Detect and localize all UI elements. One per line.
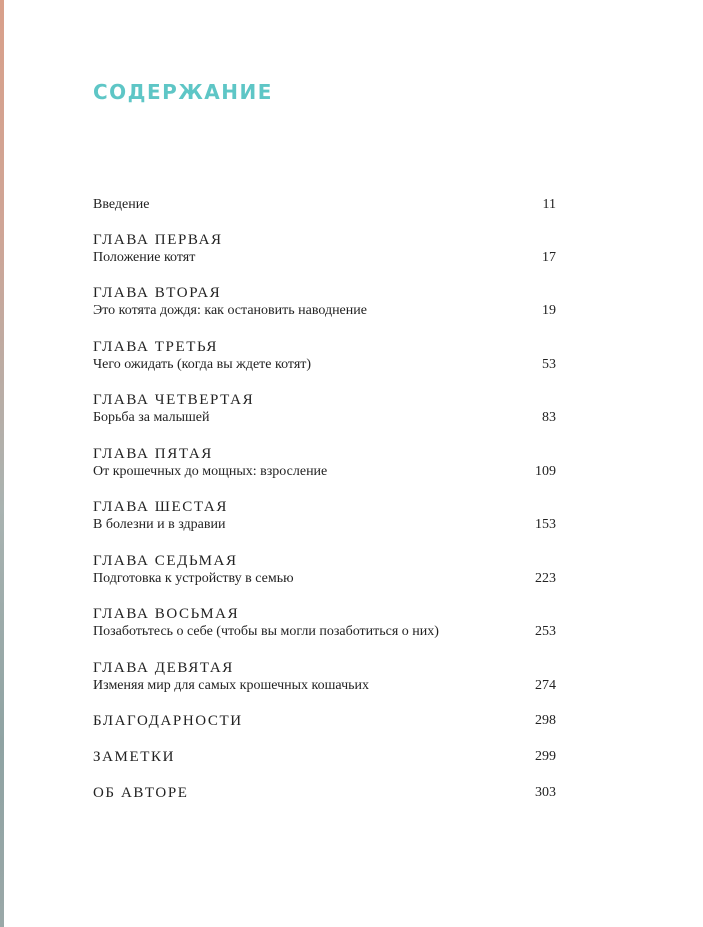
toc-entry-title: В болезни и в здравии xyxy=(93,517,226,532)
toc-page-number: 298 xyxy=(535,713,556,728)
toc-entry-chapter-6[interactable] xyxy=(93,516,556,534)
toc-page-number: 109 xyxy=(535,464,556,479)
toc-page-number: 274 xyxy=(535,678,556,693)
chapter-label-6: ГЛАВА ШЕСТАЯ xyxy=(93,499,228,515)
toc-entry-title: Изменяя мир для самых крошечных кошачьих xyxy=(93,678,369,693)
toc-entry-title: ЗАМЕТКИ xyxy=(93,749,176,765)
chapter-label-8: ГЛАВА ВОСЬМАЯ xyxy=(93,606,240,622)
toc-entry-title: От крошечных до мощных: взросление xyxy=(93,464,328,479)
toc-page-number: 53 xyxy=(542,357,556,372)
toc-entry-chapter-4[interactable] xyxy=(93,409,556,427)
page-title: СОДЕРЖАНИЕ xyxy=(93,80,273,104)
toc-entry-chapter-9[interactable] xyxy=(93,677,556,695)
toc-page-number: 19 xyxy=(542,303,556,318)
toc-entry-chapter-2[interactable] xyxy=(93,302,556,320)
toc-entry-chapter-5[interactable] xyxy=(93,463,556,481)
table-of-contents xyxy=(93,0,556,927)
toc-page-number: 17 xyxy=(542,250,556,265)
toc-entry-chapter-3[interactable] xyxy=(93,356,556,374)
chapter-label-9: ГЛАВА ДЕВЯТАЯ xyxy=(93,660,234,676)
chapter-label-2: ГЛАВА ВТОРАЯ xyxy=(93,285,222,301)
chapter-label-4: ГЛАВА ЧЕТВЕРТАЯ xyxy=(93,392,255,408)
toc-entry-acknowledgements[interactable] xyxy=(93,712,556,730)
toc-entry-title: Чего ожидать (когда вы ждете котят) xyxy=(93,357,312,372)
toc-entry-title: БЛАГОДАРНОСТИ xyxy=(93,713,243,729)
chapter-label-7: ГЛАВА СЕДЬМАЯ xyxy=(93,553,238,569)
toc-page-number: 299 xyxy=(535,749,556,764)
toc-page-number: 253 xyxy=(535,624,556,639)
toc-page-number: 223 xyxy=(535,571,556,586)
toc-entry-chapter-1[interactable] xyxy=(93,249,556,267)
chapter-label-5: ГЛАВА ПЯТАЯ xyxy=(93,446,213,462)
chapter-label-3: ГЛАВА ТРЕТЬЯ xyxy=(93,339,219,355)
toc-entry-intro[interactable] xyxy=(93,196,556,214)
toc-entry-title: Положение котят xyxy=(93,250,196,265)
toc-entry-chapter-8[interactable] xyxy=(93,623,556,641)
toc-page-number: 83 xyxy=(542,410,556,425)
toc-entry-title: Подготовка к устройству в семью xyxy=(93,571,294,586)
toc-entry-notes[interactable] xyxy=(93,748,556,766)
page-edge-strip xyxy=(0,0,4,927)
toc-entry-about-author[interactable] xyxy=(93,784,556,802)
toc-page-number: 153 xyxy=(535,517,556,532)
chapter-label-1: ГЛАВА ПЕРВАЯ xyxy=(93,232,223,248)
toc-entry-title: Борьба за малышей xyxy=(93,410,210,425)
toc-entry-title: Это котята дождя: как остановить наводнение xyxy=(93,303,367,318)
toc-page-number: 11 xyxy=(542,197,556,212)
toc-entry-title: ОБ АВТОРЕ xyxy=(93,785,189,801)
toc-entry-title: Позаботьтесь о себе (чтобы вы могли позаботиться о них) xyxy=(93,624,439,639)
toc-entry-chapter-7[interactable] xyxy=(93,570,556,588)
toc-entry-title: Введение xyxy=(93,197,150,212)
toc-page-number: 303 xyxy=(535,785,556,800)
